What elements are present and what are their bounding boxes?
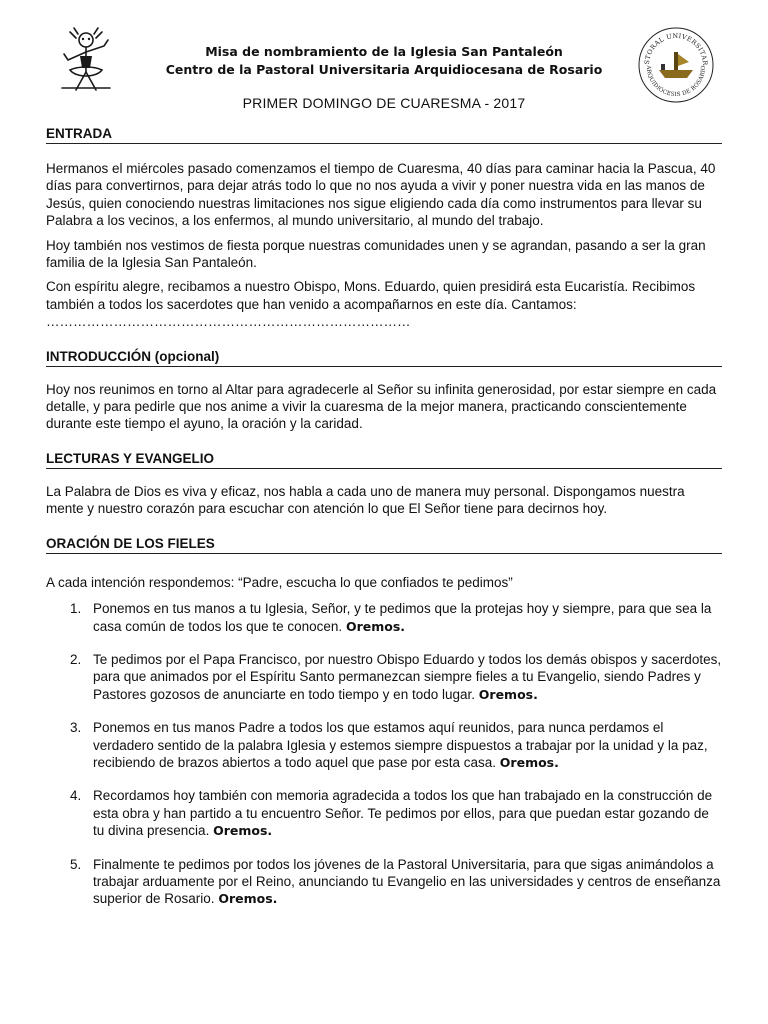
intention-response: Oremos. bbox=[345, 618, 406, 634]
intention-item bbox=[46, 787, 722, 839]
section-heading-introduccion: INTRODUCCIÓN (opcional) bbox=[46, 349, 722, 367]
intention-item bbox=[46, 651, 722, 703]
introduccion-paragraph: Hoy nos reunimos en torno al Altar para agradecerle al Señor su infinita generosidad, por estar siempre en cada detalle, y para pedirle que nos anime a vivir la cuaresma de la mejor manera, practicando conscientemente durante este tiempo el ayuno, la oración y la caridad. bbox=[46, 381, 717, 432]
lecturas-paragraph: La Palabra de Dios es viva y eficaz, nos habla a cada uno de manera muy personal. Dispongamos nuestra mente y nuestro corazón para escuchar con atención lo que El Señor tiene para decirnos hoy. bbox=[46, 483, 685, 517]
pastoral-universitaria-seal-icon bbox=[637, 26, 715, 104]
intention-item bbox=[46, 856, 722, 908]
seal-text-bottom: ARQUIDIÓCESIS DE ROSARIO bbox=[644, 65, 708, 99]
intention-number: 4. bbox=[70, 788, 82, 804]
section-heading-oracion: ORACIÓN DE LOS FIELES bbox=[46, 536, 722, 554]
intention-text: Finalmente te pedimos por todos los jóvenes de la Pastoral Universitaria, para que sigas animándolos a trabajar arduamente por el Reino, anunciando tu Evangelio en las universidades y centros de enseñanza superior de Rosario. bbox=[93, 856, 721, 907]
oracion-intro: A cada intención respondemos: “Padre, escucha lo que confiados te pedimos” bbox=[46, 574, 513, 590]
intention-item bbox=[46, 600, 722, 635]
entrada-dots: ……………………………………………………………………… bbox=[46, 314, 411, 330]
entrada-paragraph-3: Con espíritu alegre, recibamos a nuestro Obispo, Mons. Eduardo, quien presidirá esta Eucaristía. Recibimos también a todos los sacerdotes que han venido a acompañarnos en este día. Cantamos: bbox=[46, 279, 696, 312]
header-line-2: Centro de la Pastoral Universitaria Arquidiocesana de Rosario bbox=[165, 62, 603, 77]
intention-text: Ponemos en tus manos Padre a todos los que estamos aquí reunidos, para nunca perdamos el verdadero sentido de la palabra Iglesia y estemos siempre dispuestos a trabajar por la unidad y la paz, recibiendo de brazos abiertos a todo aquel que pase por esta casa. bbox=[93, 720, 708, 770]
entrada-paragraph-1: Hermanos el miércoles pasado comenzamos el tiempo de Cuaresma, 40 días para caminar hacia la Pascua, 40 días para convertirnos, para dejar atrás todo lo que no nos ayuda a vivir y poner nuestra vida en las manos de Jesús, quien conociendo nuestras limitaciones nos sigue eligiendo cada día como instrumentos para llevar su Palabra a los vecinos, a los enfermos, al mundo universitario, al mundo del trabajo. bbox=[46, 161, 716, 229]
intention-number: 2. bbox=[70, 651, 82, 667]
section-heading-lecturas: LECTURAS Y EVANGELIO bbox=[46, 451, 722, 469]
intention-text: Te pedimos por el Papa Francisco, por nuestro Obispo Eduardo y todos los demás obispos y sacerdotes, para que animados por el Espíritu Santo permanezcan siempre fieles a tu Evangelio, siendo Padres y Pastores gozosos de anunciarte en todo tiempo y en todo lugar. bbox=[93, 651, 722, 702]
intentions-list bbox=[46, 600, 722, 908]
intention-response: Oremos. bbox=[213, 823, 273, 839]
intention-item bbox=[46, 719, 722, 771]
section-heading-entrada: ENTRADA bbox=[46, 126, 722, 144]
page-title: PRIMER DOMINGO DE CUARESMA - 2017 bbox=[242, 95, 526, 111]
document-body bbox=[46, 126, 722, 908]
saint-figure-icon bbox=[56, 26, 116, 94]
seal-text-top: STORAL UNIVERSITAR bbox=[642, 31, 710, 66]
intention-number: 5. bbox=[70, 856, 82, 872]
header-line-1: Misa de nombramiento de la Iglesia San Pantaleón bbox=[205, 44, 563, 59]
intention-number: 1. bbox=[70, 601, 82, 617]
intention-text: Ponemos en tus manos a tu Iglesia, Señor, y te pedimos que la protejas hoy y siempre, para que sea la casa común de todos los que te conocen. bbox=[93, 601, 712, 634]
entrada-paragraph-2: Hoy también nos vestimos de fiesta porque nuestras comunidades unen y se agrandan, pasando a ser la gran familia de la Iglesia San Pantaleón. bbox=[46, 237, 706, 271]
intention-response: Oremos. bbox=[499, 754, 559, 770]
intention-response: Oremos. bbox=[218, 891, 278, 907]
intention-response: Oremos. bbox=[478, 686, 538, 702]
intention-number: 3. bbox=[70, 720, 82, 736]
intention-text: Recordamos hoy también con memoria agradecida a todos los que han trabajado en la construcción de esta obra y han partido a tu encuentro Señor. Te pedimos por ellos, para que puedan estar gozando de tu divina presencia. bbox=[93, 788, 713, 839]
